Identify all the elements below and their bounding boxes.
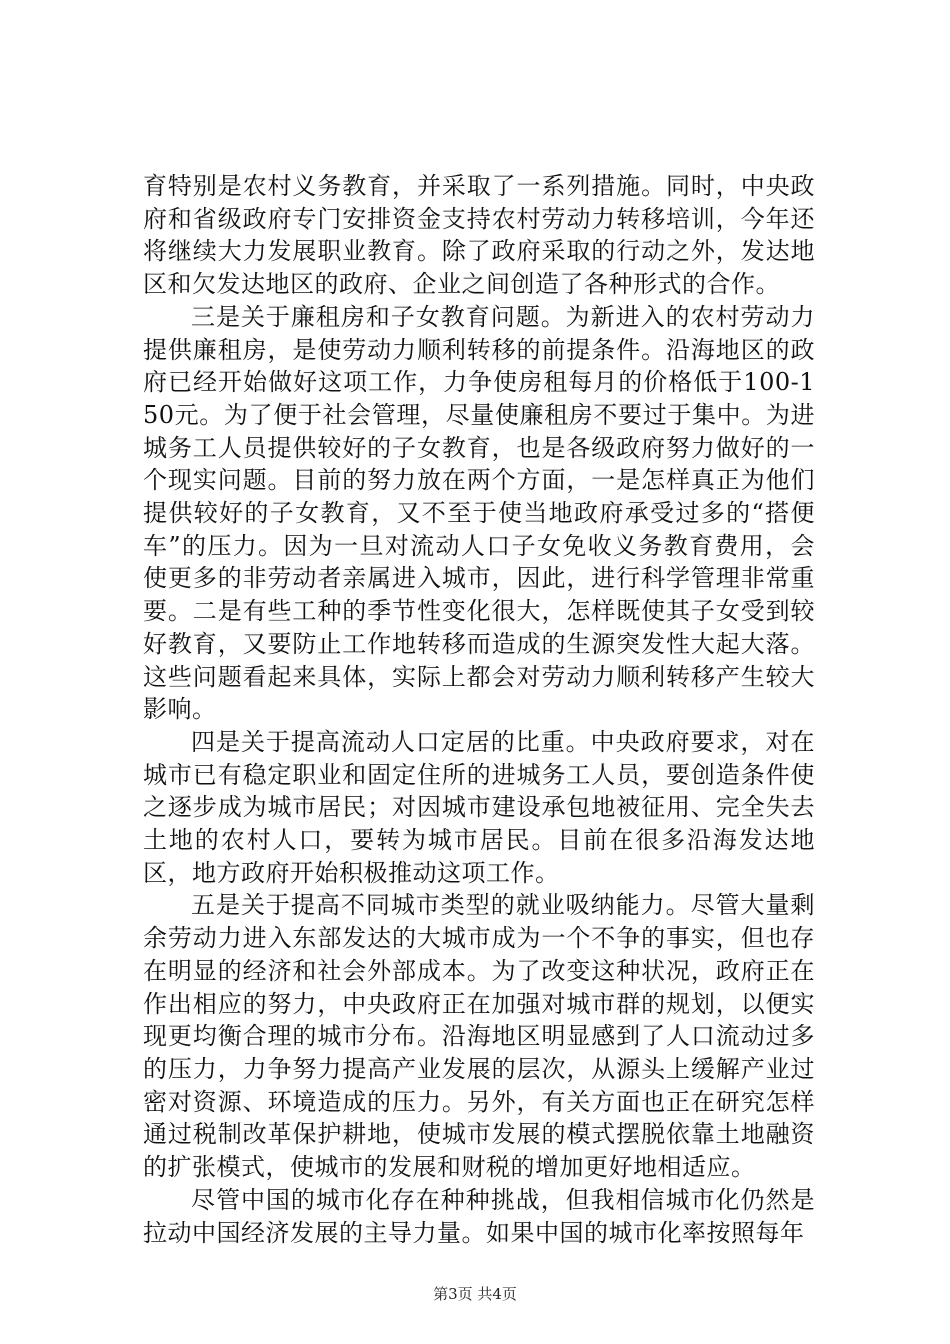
paragraph-low-rent-housing: 三是关于廉租房和子女教育问题。为新进入的农村劳动力提供廉租房，是使劳动力顺利转移的前提条件。沿海地区的政府已经开始做好这项工作，力争使房租每月的价格低于100-150元。为了便于社会管理，尽量使廉租房不要过于集中。为进城务工人员提供较好的子女教育，也是各级政府努力做好的一个现实问题。目前的努力放在两个方面，一是怎样真正为他们提供较好的子女教育，又不至于使当地政府承受过多的“搭便车”的压力。因为一旦对流动人口子女免收义务教育费用，会使更多的非劳动者亲属进入城市，因此，进行科学管理非常重要。二是有些工种的季节性变化很大，怎样既使其子女受到较好教育，又要防止工作地转移而造成的生源突发性大起大落。这些问题看起来具体，实际上都会对劳动力顺利转移产生较大影响。 bbox=[143, 302, 815, 724]
page-footer: 第3页 共4页 bbox=[433, 1285, 517, 1303]
document-body bbox=[143, 170, 815, 1249]
paragraph-urbanization: 尽管中国的城市化存在种种挑战，但我相信城市化仍然是拉动中国经济发展的主导力量。如果中国的城市化率按照每年 bbox=[143, 1185, 815, 1247]
paragraph-settlement: 四是关于提高流动人口定居的比重。中央政府要求，对在城市已有稳定职业和固定住所的进城务工人员，要创造条件使之逐步成为城市居民；对因城市建设承包地被征用、完全失去土地的农村人口，要转为城市居民。目前在很多沿海发达地区，地方政府开始积极推动这项工作。 bbox=[143, 727, 815, 887]
paragraph-continuation: 育特别是农村义务教育，并采取了一系列措施。同时，中央政府和省级政府专门安排资金支持农村劳动力转移培训，今年还将继续大力发展职业教育。除了政府采取的行动之外，发达地区和欠发达地区的政府、企业之间创造了各种形式的合作。 bbox=[143, 172, 815, 299]
paragraph-employment-capacity: 五是关于提高不同城市类型的就业吸纳能力。尽管大量剩余劳动力进入东部发达的大城市成为一个不争的事实，但也存在明显的经济和社会外部成本。为了改变这种状况，政府正在作出相应的努力，中央政府正在加强对城市群的规划，以便实现更均衡合理的城市分布。沿海地区明显感到了人口流动过多的压力，力争努力提高产业发展的层次，从源头上缓解产业过密对资源、环境造成的压力。另外，有关方面也正在研究怎样通过税制改革保护耕地，使城市发展的模式摆脱依靠土地融资的扩张模式，使城市的发展和财税的增加更好地相适应。 bbox=[143, 891, 815, 1182]
